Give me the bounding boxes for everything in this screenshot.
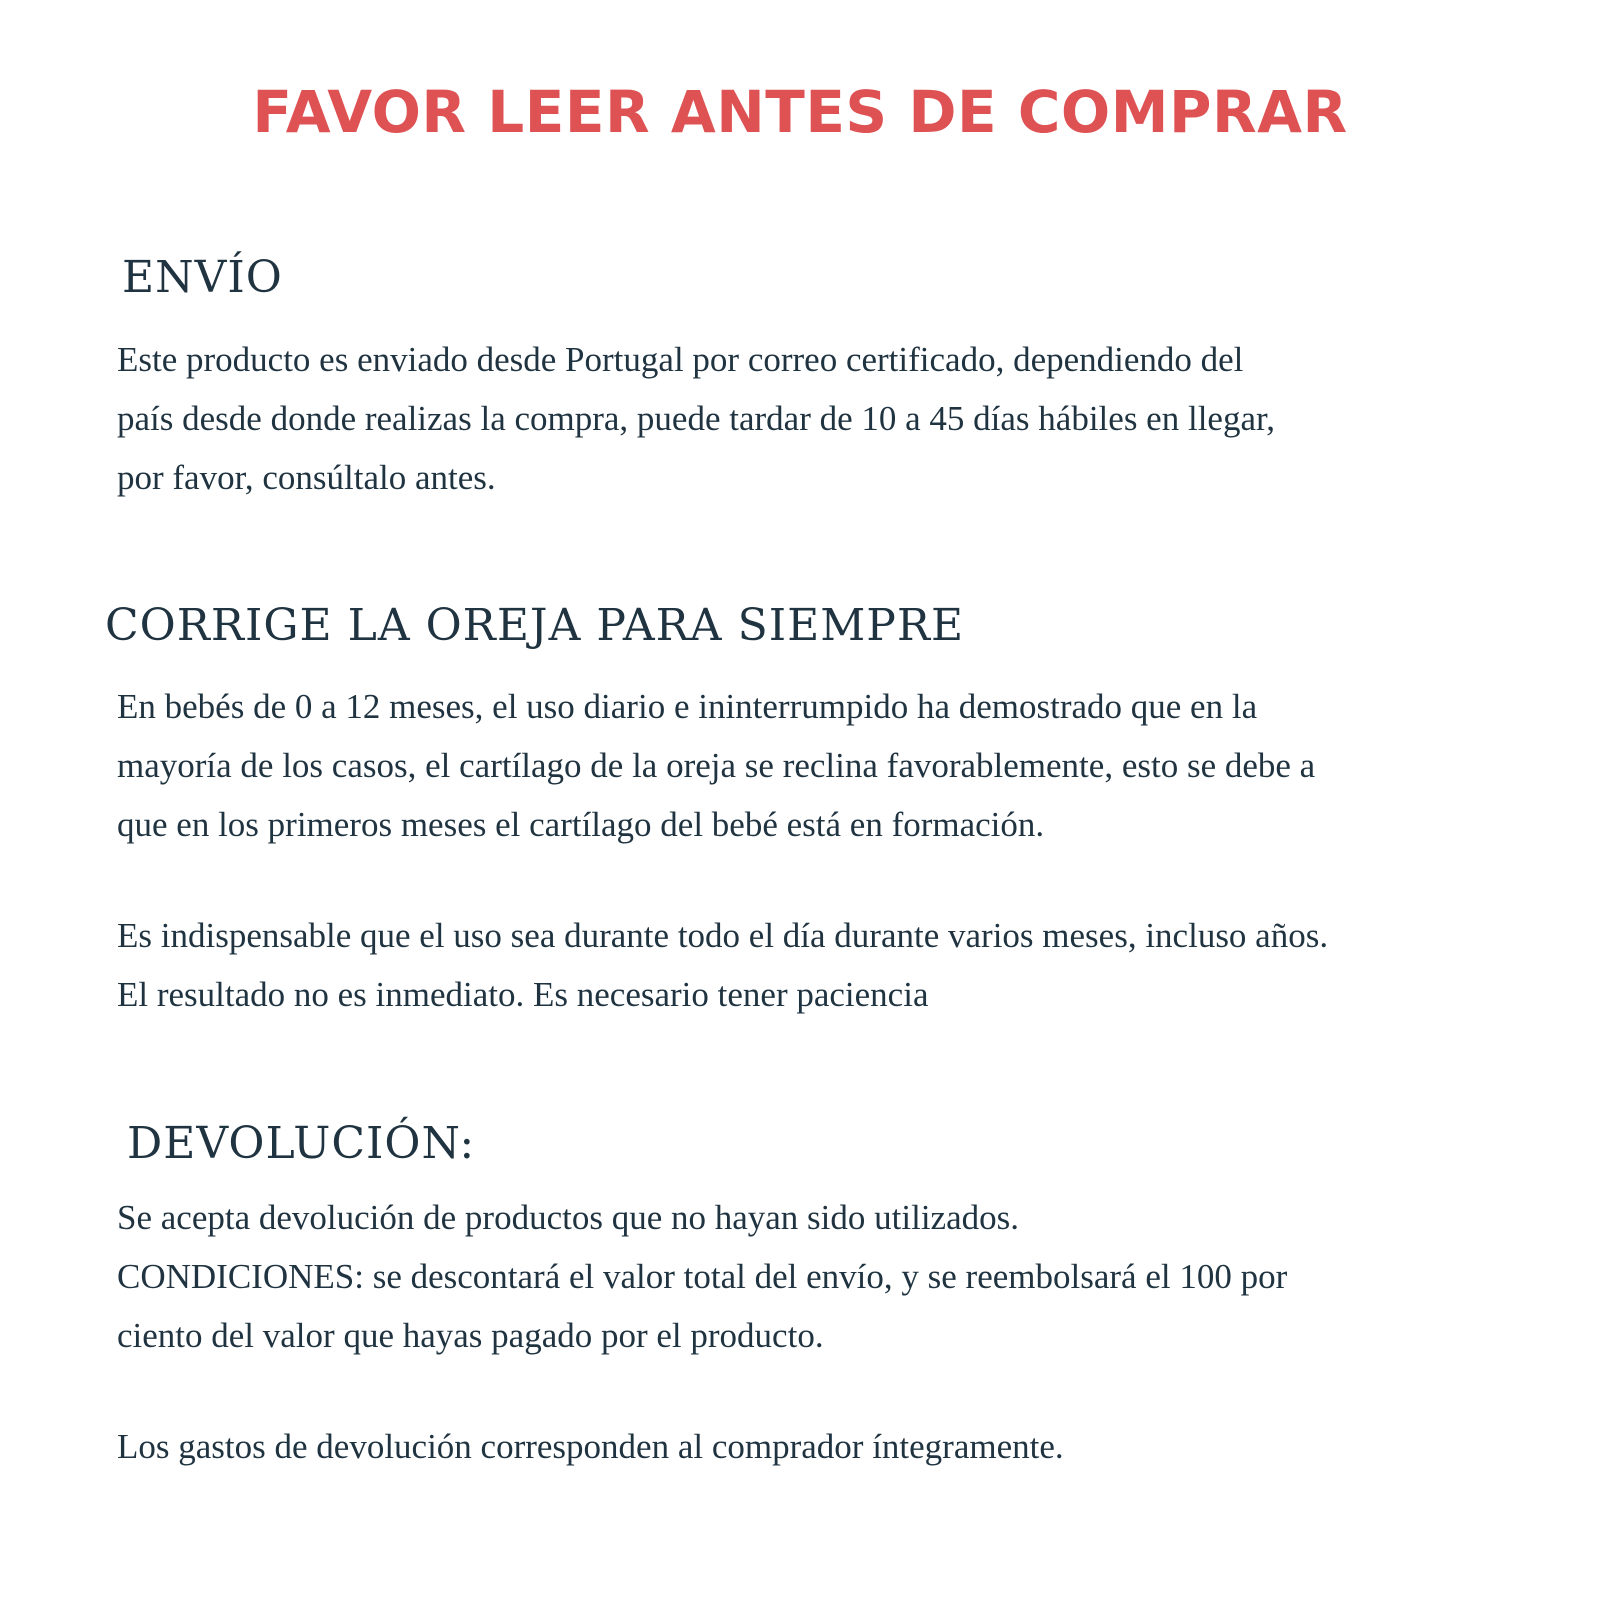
paragraph-devolucion-1 <box>117 1188 1567 1365</box>
page-title: FAVOR LEER ANTES DE COMPRAR <box>252 78 1348 146</box>
paragraph-corrige-2 <box>117 906 1567 1024</box>
text-line: Este producto es enviado desde Portugal por correo certificado, dependiendo del <box>117 340 1244 379</box>
text-line: que en los primeros meses el cartílago del bebé está en formación. <box>117 805 1045 844</box>
heading-devolucion: DEVOLUCIÓN: <box>127 1118 476 1169</box>
text-line: Es indispensable que el uso sea durante todo el día durante varios meses, incluso años. <box>117 916 1329 955</box>
text-line: por favor, consúltalo antes. <box>117 458 496 497</box>
paragraph-devolucion-2 <box>117 1417 1567 1476</box>
text-line: país desde donde realizas la compra, puede tardar de 10 a 45 días hábiles en llegar, <box>117 399 1275 438</box>
text-line: ciento del valor que hayas pagado por el producto. <box>117 1316 824 1355</box>
text-line: CONDICIONES: se descontará el valor total del envío, y se reembolsará el 100 por <box>117 1257 1288 1296</box>
text-line: Los gastos de devolución corresponden al comprador íntegramente. <box>117 1427 1064 1466</box>
heading-envio: ENVÍO <box>122 252 283 303</box>
text-line: Se acepta devolución de productos que no hayan sido utilizados. <box>117 1198 1019 1237</box>
paragraph-corrige-1 <box>117 677 1567 854</box>
text-line: mayoría de los casos, el cartílago de la oreja se reclina favorablemente, esto se debe a <box>117 746 1316 785</box>
text-line: El resultado no es inmediato. Es necesario tener paciencia <box>117 975 929 1014</box>
text-line: En bebés de 0 a 12 meses, el uso diario e ininterrumpido ha demostrado que en la <box>117 687 1258 726</box>
paragraph-envio <box>117 330 1567 507</box>
heading-corrige: CORRIGE LA OREJA PARA SIEMPRE <box>105 600 965 651</box>
